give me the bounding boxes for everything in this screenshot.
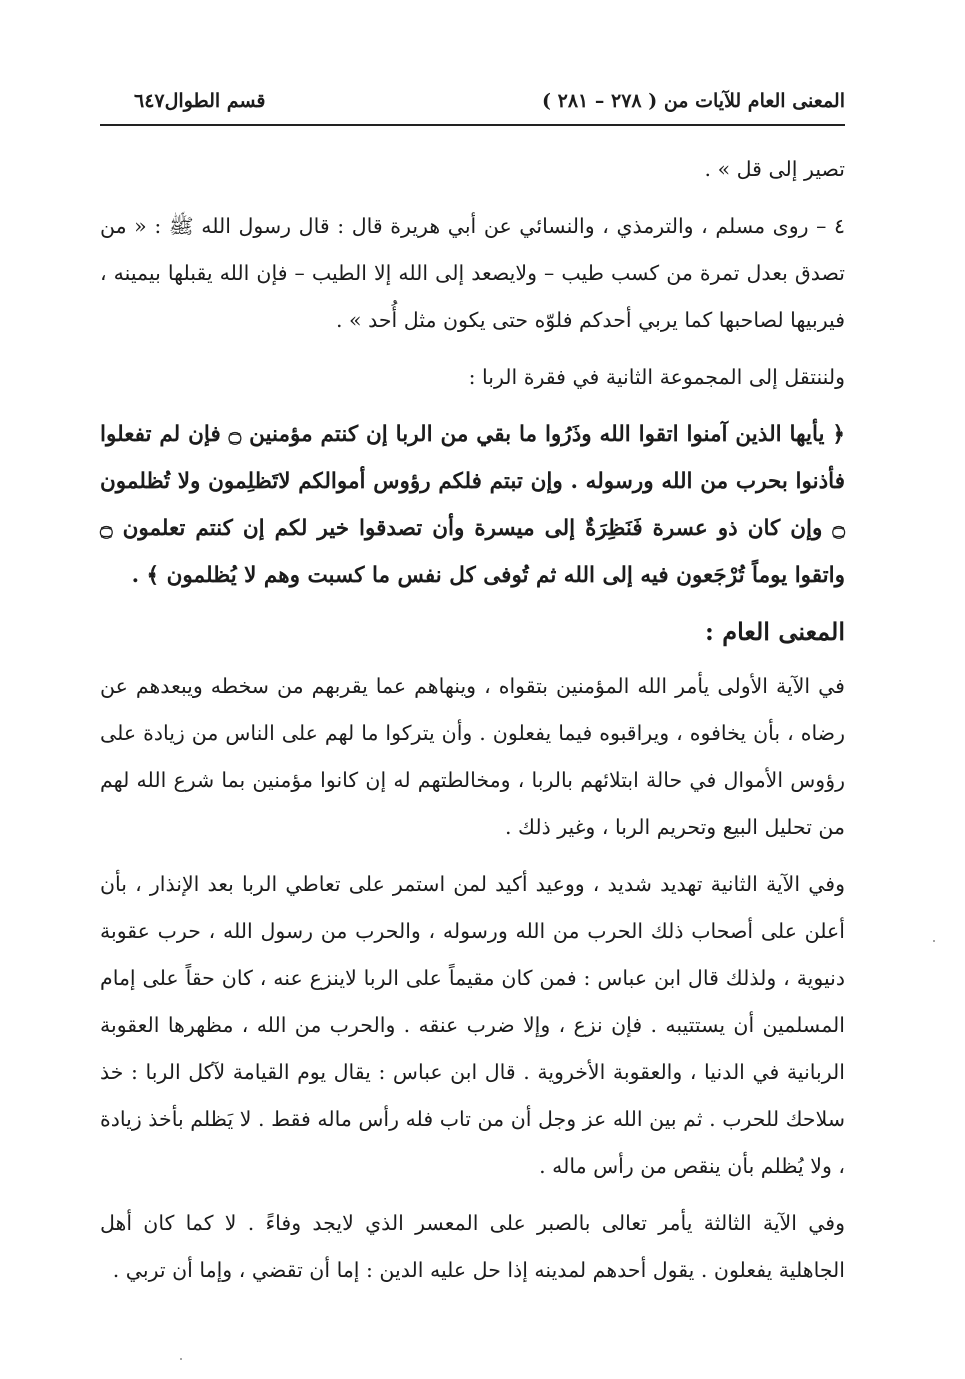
- running-title: المعنى العام للآيات من ( ٢٧٨ – ٢٨١ ): [542, 90, 845, 112]
- paragraph-first-verse: في الآية الأولى يأمر الله المؤمنين بتقواه ، وينهاهم عما يقربهم من سخطه ويبعدهم عن رضاه ، بأن يخافوه ، ويراقبوه فيما يفعلون . وأن يتركوا ما لهم على الناس من زيادة على رؤوس الأموال في حالة ابتلائهم بالربا ، ومخالطتهم له إن كانوا مؤمنين بما شرع الله لهم من تحليل البيع وتحريم الربا ، وغير ذلك .: [100, 674, 845, 839]
- paragraph-hadith: ٤ – روى مسلم ، والترمذي ، والنسائي عن أبي هريرة قال : قال رسول الله ﷺ : « من تصدق بعدل تمرة من كسب طيب – ولايصعد إلى الله إلا الطيب – فإن الله يقبلها بيمينه ، فيربيها لصاحبها كما يربي أحدكم فلوّه حتى يكون مثل أُحد » .: [100, 214, 845, 332]
- paragraph-second-verse: وفي الآية الثانية تهديد شديد ، ووعيد أكيد لمن استمر على تعاطي الربا بعد الإنذار ، بأن أعلن على أصحاب ذلك الحرب من الله ورسوله ، والحرب من رسول الله ، حرب عقوبة دنيوية ، ولذلك قال ابن عباس : فمن كان مقيماً على الربا لاينزع عنه ، كان حقاً على إمام المسلمين أن يستتيبه . فإن نزع ، وإلا ضرب عنقه . والحرب من الله ، مظهرها العقوبة الربانية في الدنيا ، والعقوبة الأخروية . قال ابن عباس : يقال يوم القيامة لآكل الربا : خذ سلاحك للحرب . ثم بين الله عز وجل أن من تاب فله رأس ماله فقط . لا يَظلم بأخذ زيادة ، ولا يُظلم بأن ينقص من رأس ماله .: [100, 872, 845, 1178]
- section-label: قسم الطوال: [164, 90, 266, 112]
- scan-speck: [933, 940, 935, 942]
- header-rule: [100, 124, 845, 126]
- header-left-group: [108, 90, 265, 112]
- paragraph-continuation: تصير إلى قل » .: [704, 157, 845, 181]
- paragraph-third-verse: وفي الآية الثالثة يأمر تعالى بالصبر على المعسر الذي لايجد وفاءً . لا كما كان أهل الجاهلية يفعلون . يقول أحدهم لمدينه إذا حل عليه الدين : إما أن تقضي ، وإما أن تربي .: [100, 1211, 845, 1282]
- paragraph-transition: ولننتقل إلى المجموعة الثانية في فقرة الربا :: [468, 365, 845, 389]
- section-heading: المعنى العام :: [705, 617, 845, 646]
- page-header: [100, 84, 845, 120]
- page-number: ٦٤٧: [134, 90, 165, 112]
- scan-speck: [180, 1358, 182, 1360]
- quran-verse-block: ﴿ يأيها الذين آمنوا اتقوا الله وذَرُوا ما بقي من الربا إن كنتم مؤمنين ۝ فإن لم تفعلوا فأذنوا بحرب من الله ورسوله . وإن تبتم فلكم رؤوس أموالكم لاتَظلِمون ولا تُظلمون ۝ وإن كان ذو عسرة فَنَظِرَةٌ إلى ميسرة وأن تصدقوا خير لكم إن كنتم تعلمون ۝ واتقوا يوماً تُرْجَعون فيه إلى الله ثم تُوفى كل نفس ما كسبت وهم لا يُظلمون ﴾ .: [100, 422, 845, 588]
- page-body: [100, 146, 845, 1294]
